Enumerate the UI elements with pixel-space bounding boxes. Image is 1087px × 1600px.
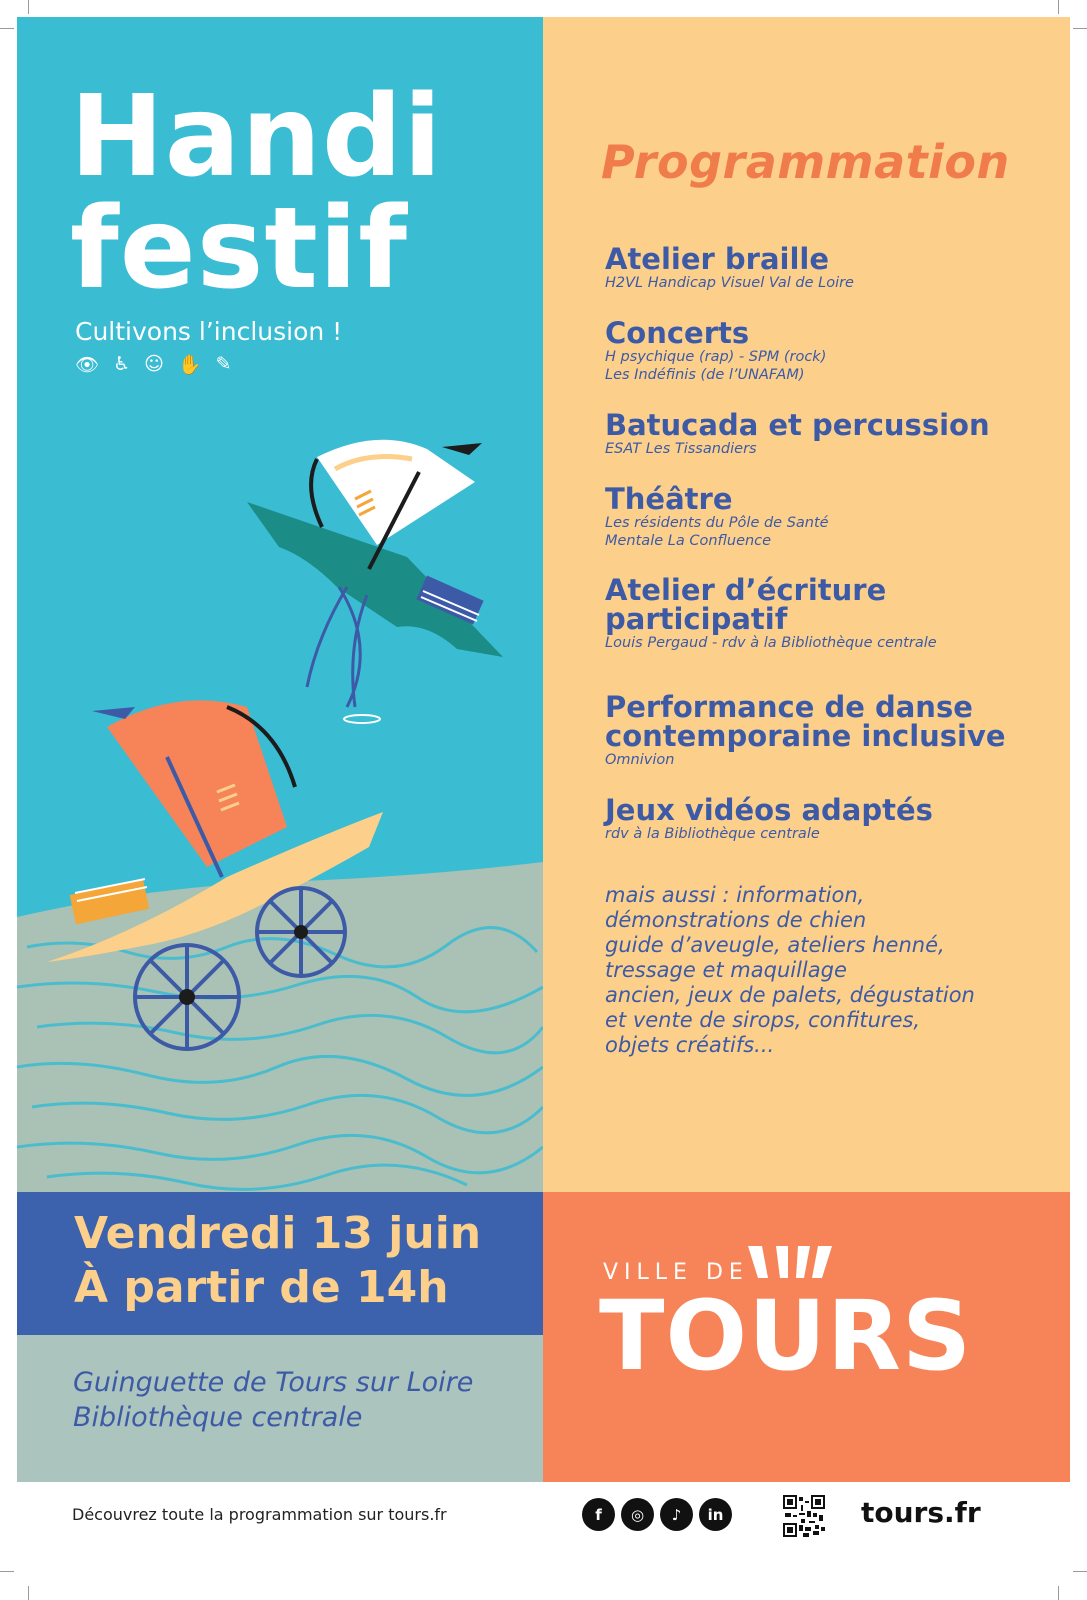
footer-cta: Découvrez toute la programmation sur tours.fr (72, 1505, 447, 1524)
logo-tours: TOURS (599, 1280, 973, 1392)
event-date: Vendredi 13 juin (74, 1208, 482, 1259)
poster-title-line2: festif (70, 184, 409, 314)
programme-item-title: Théâtre (605, 482, 733, 516)
event-date-band (17, 1192, 543, 1335)
programme-item (605, 690, 1045, 769)
accessibility-icons (75, 353, 232, 376)
programme-item-title: Batucada et percussion (605, 408, 990, 442)
eye-icon: 👁 (75, 354, 100, 376)
linkedin-icon[interactable]: in (699, 1498, 732, 1531)
programme-heading: Programmation (601, 135, 1010, 189)
city-logo (543, 1192, 1070, 1482)
programme-item-title: Atelier d’écriture participatif (605, 573, 887, 636)
instagram-icon[interactable]: ◎ (621, 1498, 654, 1531)
logo-accent-marks (746, 1244, 836, 1284)
programme-item (605, 408, 1045, 458)
event-venue-band (17, 1335, 543, 1482)
programme-item-title: Atelier braille (605, 242, 830, 276)
additional-activities: mais aussi : information, démonstrations de chien guide d’aveugle, ateliers henné, tressage et maquillage ancien, jeux de palets, dégustation et vente de sirops, confitures, objets créatifs... (605, 883, 975, 1057)
logo-ville-de: VILLE DE (603, 1260, 749, 1285)
event-venue: Guinguette de Tours sur Loire Bibliothèque centrale (73, 1367, 474, 1433)
qr-code[interactable] (783, 1495, 825, 1537)
poster-title-line1: Handi (70, 72, 443, 202)
poster-tagline: Cultivons l’inclusion ! (75, 317, 343, 346)
facebook-icon[interactable]: f (582, 1498, 615, 1531)
boats-illustration (17, 407, 543, 1192)
programme-item (605, 242, 1045, 292)
programme-item-title: Performance de danse contemporaine inclusive (605, 690, 1006, 753)
hands-icon: ✋ (177, 354, 202, 376)
event-time: À partir de 14h (74, 1262, 449, 1313)
mind-icon: ☺ (144, 353, 164, 375)
programme-panel (543, 17, 1070, 1192)
tiktok-icon[interactable]: ♪ (660, 1498, 693, 1531)
programme-item-subtitle: rdv à la Bibliothèque centrale (605, 826, 820, 842)
programme-item-subtitle: ESAT Les Tissandiers (605, 441, 757, 457)
deaf-icon: ✎ (215, 353, 232, 375)
footer-website[interactable]: tours.fr (861, 1496, 981, 1529)
social-links (582, 1498, 732, 1531)
poster-hero-panel (17, 17, 543, 1192)
programme-item-title: Jeux vidéos adaptés (605, 793, 933, 827)
programme-item (605, 793, 1045, 843)
programme-item-subtitle: H psychique (rap) - SPM (rock) Les Indéfinis (de l’UNAFAM) (605, 349, 827, 383)
programme-item (605, 316, 1045, 384)
programme-item-title: Concerts (605, 316, 750, 350)
programme-item-subtitle: Louis Pergaud - rdv à la Bibliothèque centrale (605, 635, 937, 651)
wheelchair-icon: ♿ (113, 353, 131, 375)
programme-item-subtitle: Omnivion (605, 752, 675, 768)
programme-item-subtitle: H2VL Handicap Visuel Val de Loire (605, 275, 854, 291)
programme-item (605, 573, 1045, 652)
programme-item (605, 482, 1045, 550)
programme-item-subtitle: Les résidents du Pôle de Santé Mentale La Confluence (605, 515, 829, 549)
